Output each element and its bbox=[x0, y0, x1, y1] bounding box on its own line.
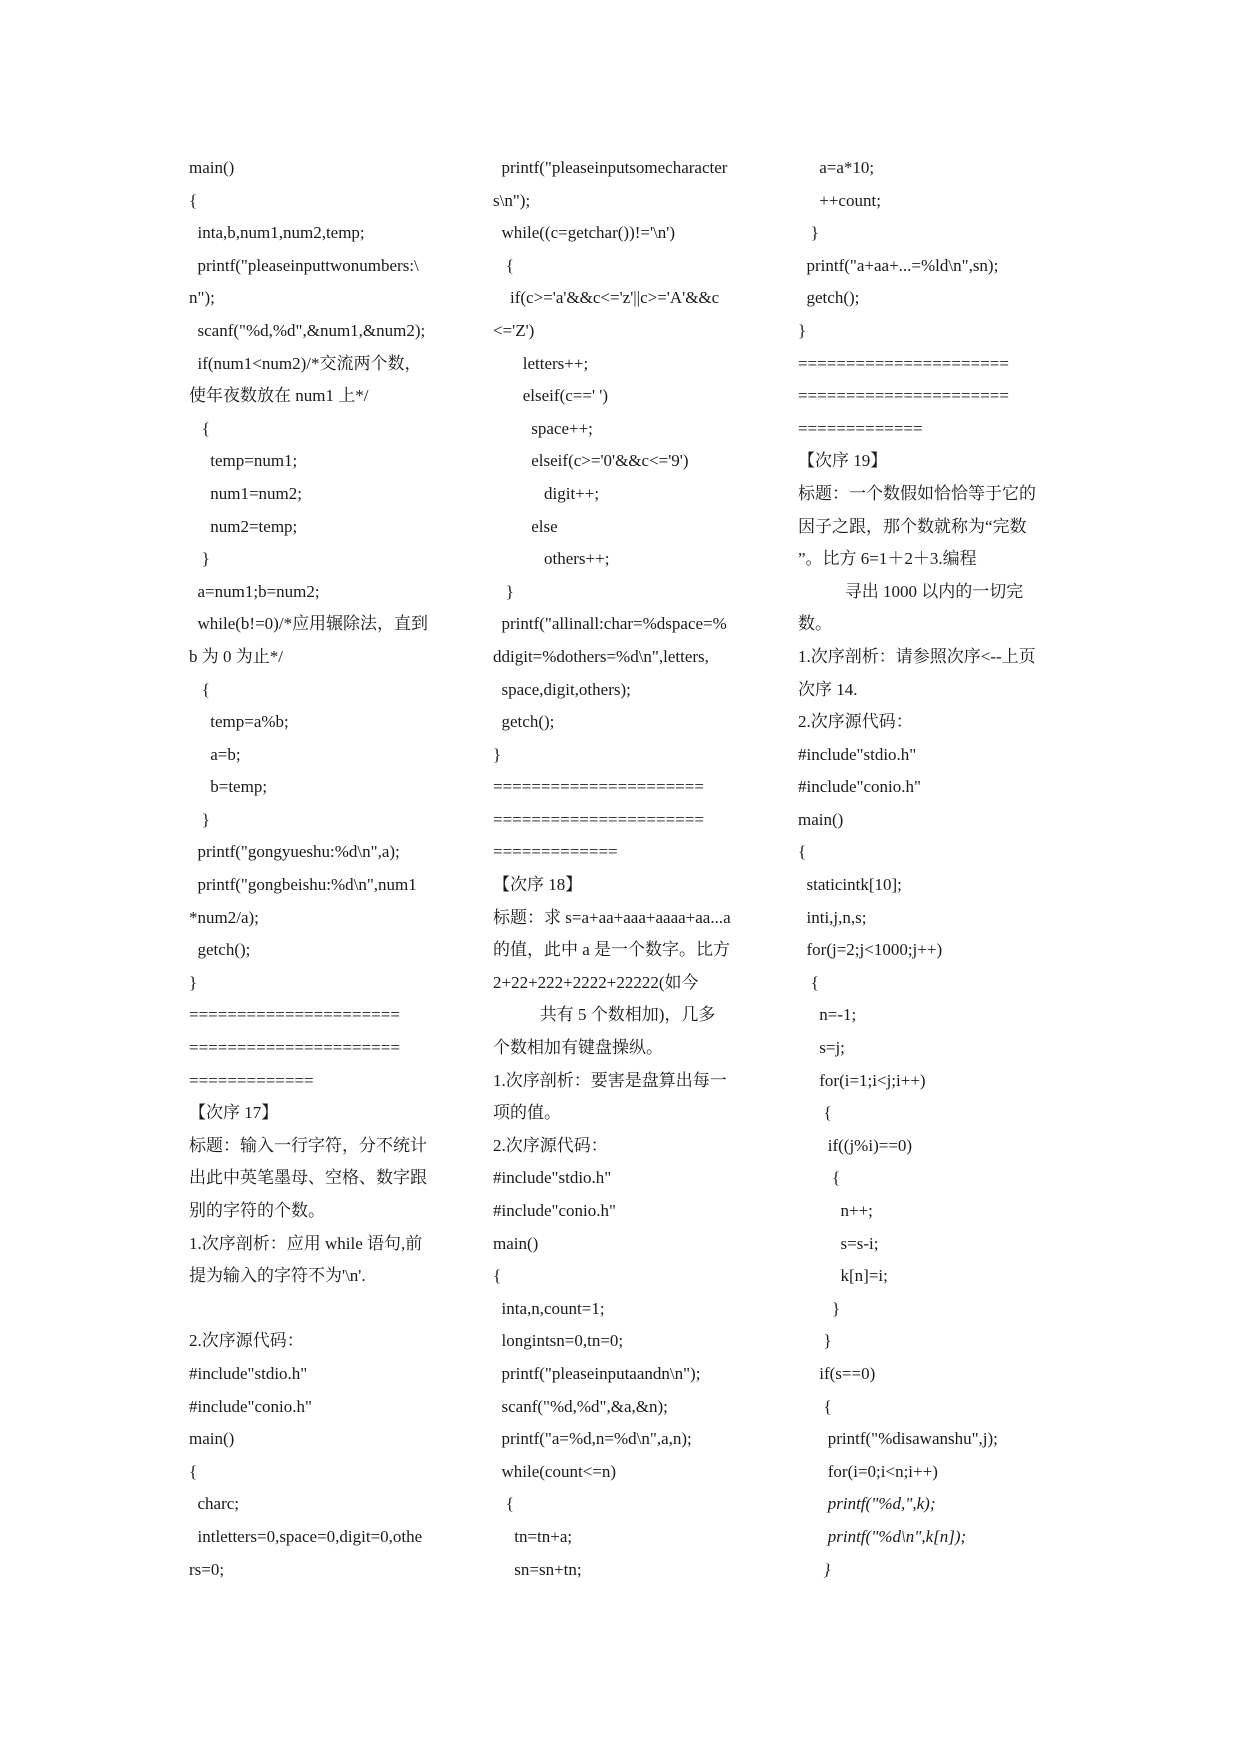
text-line: 别的字符的个数。 bbox=[189, 1201, 325, 1220]
text-line: while(b!=0)/*应用辗除法，直到 bbox=[189, 614, 429, 634]
text-line: ====================== bbox=[189, 1005, 400, 1025]
text-line: elseif(c>='0'&&c<='9') bbox=[493, 451, 689, 471]
text-line: 【次序 18】 bbox=[493, 875, 583, 895]
text-line: #include"conio.h" bbox=[798, 777, 921, 797]
text-line: n"); bbox=[189, 288, 215, 308]
text-line: 2.次序源代码： bbox=[189, 1331, 304, 1351]
text-line: n++; bbox=[798, 1201, 873, 1220]
text-line: ====================== bbox=[189, 1038, 400, 1058]
text-line: } bbox=[798, 1331, 832, 1351]
text-line: getch(); bbox=[493, 712, 555, 732]
text-line: printf("gongyueshu:%d\n",a); bbox=[189, 842, 400, 862]
text-line: for(j=2;j<1000;j++) bbox=[798, 940, 943, 960]
text-line: k[n]=i; bbox=[798, 1266, 888, 1286]
text-line: 2.次序源代码： bbox=[493, 1135, 608, 1155]
text-line: printf("gongbeishu:%d\n",num1 bbox=[189, 875, 417, 895]
text-line: sn=sn+tn; bbox=[493, 1559, 582, 1579]
text-line: for(i=1;i<j;i++) bbox=[798, 1070, 926, 1090]
text-line: 寻出 1000 以内的一切完 bbox=[798, 581, 1024, 601]
text-line: 【次序 19】 bbox=[798, 451, 888, 471]
text-column-2 bbox=[493, 152, 765, 1586]
text-line: printf("allinall:char=%dspace=% bbox=[493, 614, 727, 634]
text-line: if((j%i)==0) bbox=[798, 1135, 913, 1155]
text-line: printf("pleaseinputsomecharacter bbox=[493, 158, 728, 177]
text-line: a=num1;b=num2; bbox=[189, 581, 320, 601]
text-line: while((c=getchar())!='\n') bbox=[493, 223, 675, 243]
text-line: 使年夜数放在 num1 上*/ bbox=[189, 386, 369, 406]
text-line: a=b; bbox=[189, 744, 241, 764]
text-line: ddigit=%dothers=%d\n",letters, bbox=[493, 646, 709, 666]
text-line: { bbox=[189, 418, 210, 438]
text-line: #include"stdio.h" bbox=[189, 1363, 308, 1383]
text-line: } bbox=[798, 1559, 831, 1579]
text-line: 次序 14. bbox=[798, 679, 858, 699]
text-line: { bbox=[798, 842, 807, 862]
text-line: if(c>='a'&&c<='z'||c>='A'&&c bbox=[493, 288, 720, 308]
text-line: { bbox=[798, 1168, 841, 1188]
text-line: 2+22+222+2222+22222(如今 bbox=[493, 972, 699, 992]
text-line: } bbox=[493, 744, 502, 764]
text-line: } bbox=[189, 549, 210, 569]
text-line: printf("%d,",k); bbox=[798, 1494, 936, 1514]
text-line: printf("a=%d,n=%d\n",a,n); bbox=[493, 1429, 692, 1449]
text-line: if(s==0) bbox=[798, 1363, 876, 1383]
text-line: 2.次序源代码： bbox=[798, 712, 913, 732]
text-line: scanf("%d,%d",&num1,&num2); bbox=[189, 320, 426, 340]
text-line: ====================== bbox=[493, 777, 704, 797]
text-line: digit++; bbox=[493, 483, 600, 503]
text-line: { bbox=[798, 1396, 832, 1416]
text-line: *num2/a); bbox=[189, 907, 259, 927]
text-column-3 bbox=[798, 152, 1070, 1586]
text-line: tn=tn+a; bbox=[493, 1526, 573, 1546]
text-line: ====================== bbox=[493, 809, 704, 829]
text-line: main() bbox=[798, 809, 844, 829]
text-line: 标题：输入一行字符，分不统计 bbox=[189, 1135, 427, 1155]
text-line: if(num1<num2)/*交流两个数， bbox=[189, 353, 422, 373]
text-line: space,digit,others); bbox=[493, 679, 631, 699]
text-line: ============= bbox=[798, 418, 923, 438]
text-line: { bbox=[798, 972, 819, 992]
text-line: ”。比方 6=1＋2＋3.编程 bbox=[798, 549, 977, 569]
text-line: printf("%disawanshu",j); bbox=[798, 1429, 998, 1449]
text-line: printf("pleaseinputaandn\n"); bbox=[493, 1363, 701, 1383]
text-line: } bbox=[798, 320, 807, 340]
text-line: main() bbox=[189, 1429, 235, 1449]
text-line: 因子之跟，那个数就称为“完数 bbox=[798, 516, 1027, 536]
text-line: 的值，此中 a 是一个数字。比方 bbox=[493, 940, 731, 960]
text-line: rs=0; bbox=[189, 1559, 225, 1579]
text-line: scanf("%d,%d",&a,&n); bbox=[493, 1396, 668, 1416]
text-line: ============= bbox=[493, 842, 618, 862]
text-line: printf("pleaseinputtwonumbers:\ bbox=[189, 255, 419, 275]
text-line: inta,n,count=1; bbox=[493, 1298, 605, 1318]
text-line: { bbox=[189, 1461, 198, 1481]
text-line: temp=a%b; bbox=[189, 712, 289, 732]
text-line: main() bbox=[493, 1233, 539, 1253]
text-line: main() bbox=[189, 158, 235, 177]
text-line: 1.次序剖析：请参照次序<--上页 bbox=[798, 646, 1036, 666]
text-line bbox=[189, 1293, 461, 1326]
text-line: 项的值。 bbox=[493, 1103, 561, 1123]
text-line: s=j; bbox=[798, 1038, 845, 1058]
text-line: longintsn=0,tn=0; bbox=[493, 1331, 624, 1351]
text-line: intletters=0,space=0,digit=0,othe bbox=[189, 1526, 423, 1546]
text-line: temp=num1; bbox=[189, 451, 298, 471]
text-line: ====================== bbox=[798, 353, 1009, 373]
text-line: { bbox=[493, 255, 514, 275]
text-line: num2=temp; bbox=[189, 516, 298, 536]
text-line: } bbox=[189, 972, 198, 992]
text-line: others++; bbox=[493, 549, 610, 569]
text-line: for(i=0;i<n;i++) bbox=[798, 1461, 938, 1481]
text-line: staticintk[10]; bbox=[798, 875, 902, 895]
text-line: printf("a+aa+...=%ld\n",sn); bbox=[798, 255, 999, 275]
text-line: 标题：一个数假如恰恰等于它的 bbox=[798, 483, 1036, 503]
text-line: getch(); bbox=[189, 940, 251, 960]
text-line: } bbox=[189, 809, 210, 829]
text-line: #include"stdio.h" bbox=[798, 744, 917, 764]
text-line: letters++; bbox=[493, 353, 589, 373]
text-line: 个数相加有键盘操纵。 bbox=[493, 1038, 663, 1058]
text-line: ++count; bbox=[798, 190, 881, 210]
text-line: ====================== bbox=[798, 386, 1009, 406]
text-line: while(count<=n) bbox=[493, 1461, 617, 1481]
text-line: b 为 0 为止*/ bbox=[189, 646, 283, 666]
text-line: s=s-i; bbox=[798, 1233, 879, 1253]
text-line: <='Z') bbox=[493, 320, 535, 340]
text-line: } bbox=[798, 223, 819, 243]
text-column-1 bbox=[189, 152, 461, 1586]
text-line: n=-1; bbox=[798, 1005, 857, 1025]
text-line: 共有 5 个数相加)，几多 bbox=[493, 1005, 716, 1025]
text-line: b=temp; bbox=[189, 777, 268, 797]
text-line: } bbox=[493, 581, 514, 601]
text-line: #include"conio.h" bbox=[493, 1201, 616, 1220]
text-line: num1=num2; bbox=[189, 483, 303, 503]
text-line: inti,j,n,s; bbox=[798, 907, 867, 927]
text-line: { bbox=[189, 679, 210, 699]
text-line: { bbox=[798, 1103, 832, 1123]
text-line: charc; bbox=[189, 1494, 240, 1514]
text-line: #include"stdio.h" bbox=[493, 1168, 612, 1188]
text-line: 出此中英笔墨母、空格、数字跟 bbox=[189, 1168, 427, 1188]
text-line: 1.次序剖析：应用 while 语句,前 bbox=[189, 1233, 423, 1253]
text-line: elseif(c==' ') bbox=[493, 386, 608, 406]
text-line: { bbox=[493, 1266, 502, 1286]
text-line: { bbox=[493, 1494, 514, 1514]
text-line: } bbox=[798, 1298, 841, 1318]
text-line: 数。 bbox=[798, 614, 832, 634]
text-line: 标题：求 s=a+aa+aaa+aaaa+aa...a bbox=[493, 907, 731, 927]
text-line: inta,b,num1,num2,temp; bbox=[189, 223, 365, 243]
text-line: printf("%d\n",k[n]); bbox=[798, 1526, 967, 1546]
text-line: getch(); bbox=[798, 288, 860, 308]
text-line: 提为输入的字符不为'\n'. bbox=[189, 1266, 366, 1286]
text-line: 【次序 17】 bbox=[189, 1103, 279, 1123]
text-line: space++; bbox=[493, 418, 593, 438]
text-line: s\n"); bbox=[493, 190, 531, 210]
text-line: ============= bbox=[189, 1070, 314, 1090]
text-line: #include"conio.h" bbox=[189, 1396, 312, 1416]
text-line: { bbox=[189, 190, 198, 210]
text-line: 1.次序剖析：要害是盘算出每一 bbox=[493, 1070, 727, 1090]
text-line: else bbox=[493, 516, 558, 536]
text-line: a=a*10; bbox=[798, 158, 875, 177]
